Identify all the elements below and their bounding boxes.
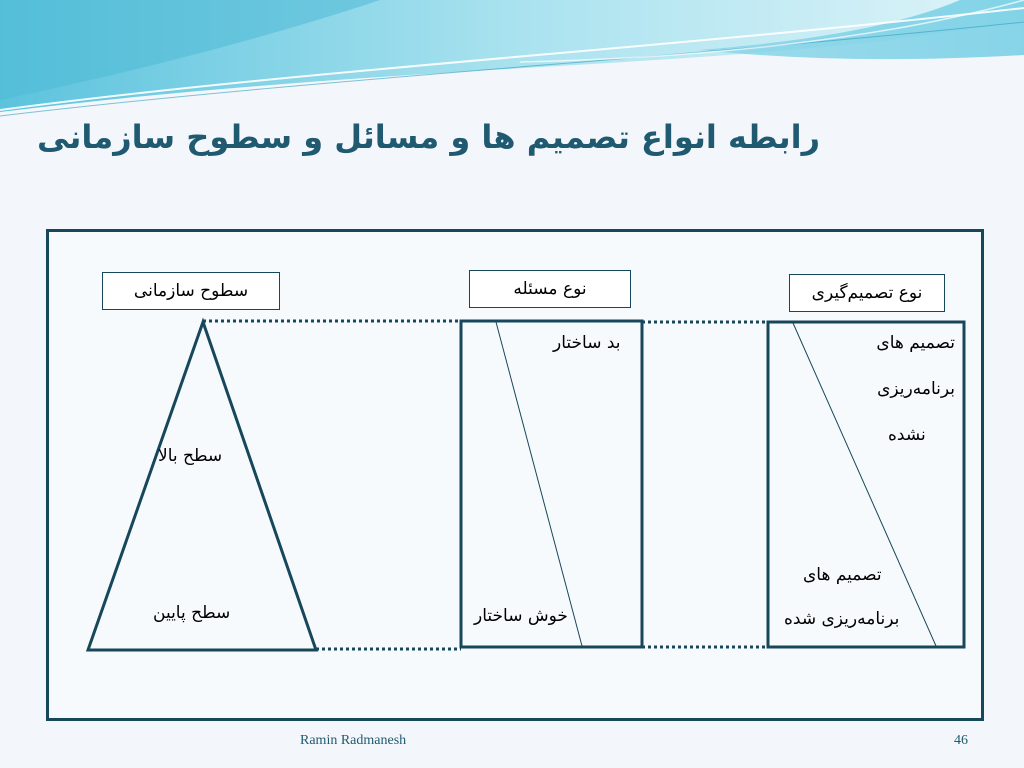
programmed-line1: تصميم های (803, 565, 882, 585)
problem-type-diagonal (496, 322, 582, 646)
footer-author: Ramin Radmanesh (300, 733, 407, 748)
org-top-level-label: سطح بالا (158, 446, 223, 466)
ill-structured-label: بد ساختار (553, 333, 621, 353)
footer-page-number: 46 (954, 733, 968, 748)
non-programmed-line2: برنامه‌ريزی (877, 379, 955, 399)
org-bottom-level-label: سطح پايين (153, 603, 231, 623)
slide-title: رابطه انواع تصميم ها و مسائل و سطوح سازمانی (37, 118, 820, 156)
decision-type-rect (768, 322, 964, 647)
problem-type-rect (461, 321, 642, 647)
non-programmed-line3: نشده (888, 425, 926, 445)
non-programmed-line1: تصميم های (876, 333, 955, 353)
decision-type-header: نوع تصميم‌گيری (789, 274, 945, 312)
well-structured-label: خوش ساختار (474, 606, 568, 626)
org-levels-header: سطوح سازمانی (102, 272, 280, 310)
programmed-line2: برنامه‌ريزی شده (784, 609, 900, 629)
decision-type-diagonal (793, 323, 936, 646)
problem-type-header: نوع مسئله (469, 270, 631, 308)
